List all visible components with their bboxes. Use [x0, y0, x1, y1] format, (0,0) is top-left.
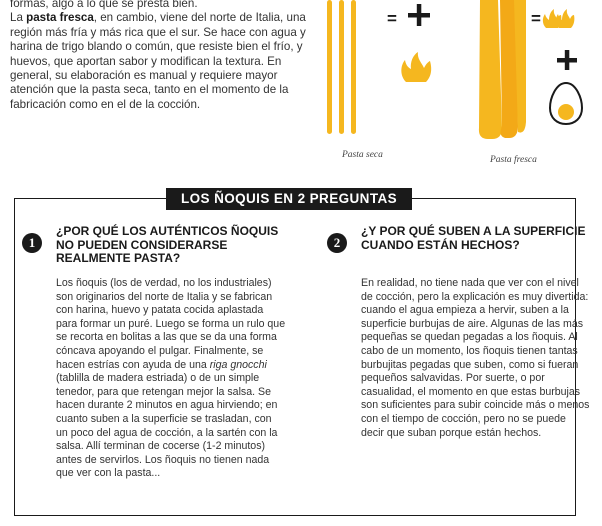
fresh-pasta-icon	[479, 0, 526, 139]
question-body-1-pre: Los ñoquis (los de verdad, no los industriales) son originarios del norte de Italia y se fabrican con harina, huevo y patata cocida aplastada para formar un puré. Luego se forma un rulo que se recorta en bolitas a las que se da una forma cóncava apoyando el pulgar. Finalmente, se hacen estrías con ayuda de una	[56, 277, 286, 371]
question-title-2: ¿Y POR QUÉ SUBEN A LA SUPERFICIE CUANDO ESTÁN HECHOS?	[361, 224, 586, 252]
intro-rest: región más fría y más rica que el sur. Se hace con agua y harina de trigo blando o común, que resiste bien el frío, y huevos, que aportan sabor y modifican la textura. En general, su elaboración es manual y requiere mayor atención que la pasta seca, tanto en el momento de la fabricación como en el de la cocción.	[10, 25, 306, 111]
question-body-1-italic: riga gnocchi	[209, 358, 267, 371]
egg-icon	[550, 83, 582, 124]
dry-pasta-icon	[327, 0, 356, 134]
intro-line-2-post: , en cambio, viene del norte de Italia, una	[93, 11, 306, 25]
question-number-2: 2	[327, 233, 347, 253]
question-body-2: En realidad, no tiene nada que ver con el nivel de cocción, pero la explicación es muy divertida: cuando el agua empieza a hervir, suben a la superficie burbujas de aire. Algunas de las más pequeñas se quedan pegadas a los ñoquis. Al cabo de un momento, los ñoquis tienen tantas burbujitas pegadas que suben, como si fueran pequeños salvavidas. Por suerte, o por casualidad, el momento en que estas burbujas son suficientes para subir coincide más o menos con el tiempo de cocción, pero no se puede decir que suban porque están hechos.	[361, 277, 590, 439]
flame-icon	[543, 9, 575, 28]
question-title-1: ¿POR QUÉ LOS AUTÉNTICOS ÑOQUIS NO PUEDEN CONSIDERARSE REALMENTE PASTA?	[56, 224, 279, 266]
section-title: LOS ÑOQUIS EN 2 PREGUNTAS	[166, 188, 412, 210]
pasta-illustration	[312, 0, 602, 175]
intro-line-1: formas, algo a lo que se presta bien.	[10, 0, 198, 10]
intro-paragraph	[10, 11, 310, 112]
intro-text	[10, 0, 310, 112]
plus-icon	[557, 50, 577, 70]
flame-icon	[401, 52, 431, 82]
equals-sign-left: =	[387, 9, 397, 28]
question-body-1	[56, 277, 286, 481]
equals-sign-right: =	[531, 9, 541, 28]
caption-pasta-fresca: Pasta fresca	[490, 155, 537, 165]
intro-bold-term: pasta fresca	[26, 11, 94, 25]
question-body-1-post: (tablilla de madera estriada) o de un simple tenedor, para que retengan mejor la salsa. Se hacen durante 2 minutos en agua hirviendo; en cuanto suben a la superficie se trasladan, con un poco del agua de cocción, a la sartén con la salsa. Allí terminan de cocerse (1-2 minutos) antes de servirlos. Los ñoquis no tienen nada que ver con la pasta...	[56, 372, 278, 480]
pasta-illustration-svg	[312, 0, 602, 175]
plus-icon	[408, 4, 430, 26]
caption-pasta-seca: Pasta seca	[342, 150, 383, 160]
intro-line-2-pre: La	[10, 11, 27, 25]
question-number-1: 1	[22, 233, 42, 253]
